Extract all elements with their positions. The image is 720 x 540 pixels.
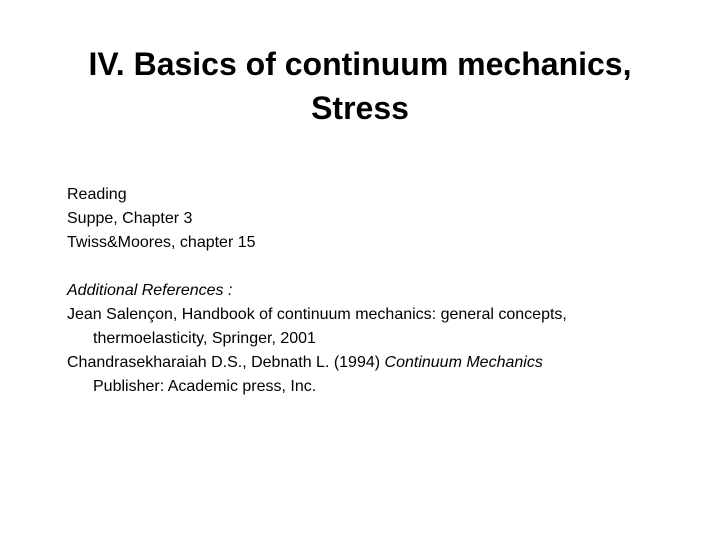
reference-authors: Chandrasekharaiah D.S., Debnath L. (1994)	[67, 354, 385, 371]
reading-item-twiss-moores: Twiss&Moores, chapter 15	[67, 234, 256, 251]
reference-chandrasekharaiah-line-1	[67, 351, 697, 375]
additional-references-heading: Additional References :	[67, 282, 233, 299]
reference-chandrasekharaiah-line-2: Publisher: Academic press, Inc.	[93, 378, 317, 395]
slide-title	[0, 42, 720, 130]
paragraph-gap	[67, 255, 697, 279]
reading-item-suppe: Suppe, Chapter 3	[67, 210, 193, 227]
title-line-1: IV. Basics of continuum mechanics,	[88, 46, 632, 82]
reference-salencon-line-2: thermoelasticity, Springer, 2001	[93, 330, 316, 347]
reference-book-title: Continuum Mechanics	[384, 354, 543, 371]
reference-salencon-line-1: Jean Salençon, Handbook of continuum mechanics: general concepts,	[67, 306, 567, 323]
reading-heading: Reading	[67, 186, 127, 203]
title-line-2: Stress	[311, 90, 409, 126]
slide-body	[67, 183, 697, 399]
